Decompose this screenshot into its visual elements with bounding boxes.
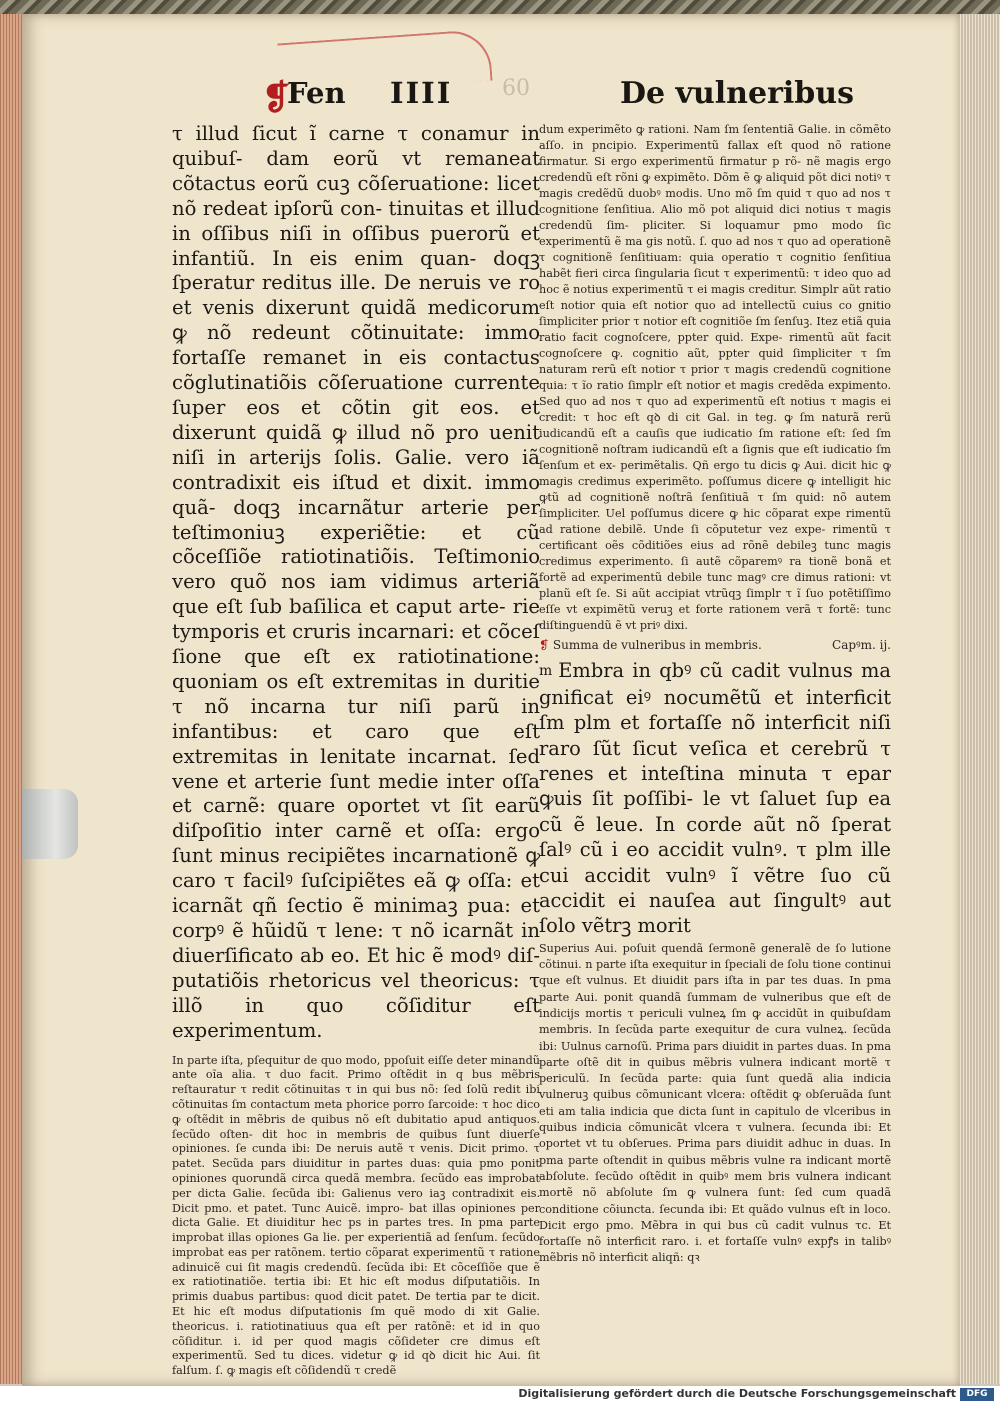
- book-page: [22, 14, 960, 1386]
- pilcrow-icon: ❡: [539, 638, 550, 652]
- paragraph-mark-icon: ❡: [262, 78, 291, 118]
- footer-bar: [0, 1386, 1000, 1403]
- left-main-text: τ illud ſicut ĩ carne τ conamur in quibuſ- dam eorũ vt remaneat cõtactus eorũ cuꝫ cõſeruatione: licet nõ redeat ipſorũ con- tinuitas et illud in oſſibus niſi in oſſibus puerorũ et infantiũ. In eis enim quan- doqꝫ ſperatur reditus ille. De neruis ve ro et venis dixerunt quidã medicorum ꝙ nõ redeunt cõtinuitate: immo fortaſſe remanet in eis contactus cõglutinatiõis cõſeruatione currente ſuper eos et cõtin git eos. et dixerunt quidã ꝙ illud nõ pro uenit niſi in arterijs ſolis. Galie. vero iã contradixit eis iſtud et dixit. immo quã- doqꝫ incarnãtur arterie per teſtimoniuꝫ experiẽtie: et cũ cõceſſiõe ratiotinatiõis. Teſtimonio vero quõ nos iam vidimus arteriã que eſt ſub baſilica et caput arte- rie tymporis et cruris incarnari: et cõceſ ſione que eſt ex ratiotinatione: quoniam os eſt extremitas in duritie τ nõ incarna tur niſi parũ in infantibus: et caro que eſt extremitas in lenitate incarnat. ſed vene et arterie ſunt medie inter oſſa et carnẽ: quare oportet vt ſit earũ diſpoſitio inter carnẽ et oſſa: ergo ſunt minus recipiẽtes incarnationẽ ꝙ caro τ facilꝰ ſuſcipiẽtes eã ꝙ oſſa: et icarnãt qñ ſectio ẽ minimaꝫ pua: et corpꝰ ẽ hũidũ τ lene: τ nõ icarnãt in diuerſificato ab eo. Et hic ẽ modꝰ diſ- putatiõis rhetoricus vel theoricus: τ illõ in quo cõſiditur eſt experimentum.: [172, 122, 540, 1042]
- right-main-body: Embra in qbꝰ cũ cadit vulnus ma gnificat eiꝰ nocumẽtũ et interficit ſm plm et fortaſſe nõ interficit niſi raro ſũt ſicut veſica et cerebrũ τ renes et inteſtina minuta τ epar ꝙuis ſit poſſibi- le vt ſaluet ſup ea cũ ẽ leue. In corde aũt nõ ſperat ſalꝰ cũ i eo accidit vulnꝰ. τ plm ille cui accidit vulnꝰ ĩ vẽtre ſuo cũ accidit ei nauſea aut ſingultꝰ aut ſolo vẽtrꝫ morit: [539, 659, 891, 938]
- section-heading: Summa de vulneribus in membris.: [552, 638, 762, 652]
- folio-number: 60: [502, 76, 530, 101]
- right-column: [539, 122, 891, 1267]
- page-header: [22, 76, 960, 116]
- right-commentary-top: dum experimẽto ꝙ rationi. Nam ſm ſententiã Galie. in cõmẽto aſſo. in pncipio. Experimentũ fallax eſt quod nõ ratione firmatur. Si ergo experimentũ firmatur p rõ- nẽ magis ergo credendũ eſt rõni ꝙ expimẽto. Dõm ẽ ꝙ aliquid põt dici notiꝰ τ magis credẽdũ duobꝰ modis. Uno mõ ſm quid τ quo ad nos τ cognitione ſenſitiua. Alio mõ pot aliquid dici notius τ magis credendũ ſim- pliciter. Si loquamur pmo modo ſic experimentũ ẽ ma gis notũ. ſ. quo ad nos τ quo ad operationẽ τ cognitionẽ ſenſitiuam: quia operatio τ cognitio ſenſitiua habẽt fieri circa ſingularia ſicut τ experimentũ: τ ideo quo ad hoc ẽ notius experimentũ τ ei magis creditur. Simplr aũt ratio eſt notior quia eſt notior quo ad intellectũ cuius co gnitio ſimpliciter prior τ notior eſt cognitiõe ſm ſenſuꝫ. Itez etiã quia ratio facit cognoſcere, ppter quid. Expe- rimentũ aũt facit cognoſcere ꝙ. cognitio aũt, ppter quid ſimpliciter τ ſm naturam rerũ eſt notior τ prior τ magis credendũ cognitione quia: τ ĩo ratio ſimplr eſt notior et magis credẽda expimento. Sed quo ad nos τ quo ad experimentũ eſt notius τ magis ei credit: τ hoc eſt qꝺ di cit Gal. in teg. ꝙ ſm naturã rerũ iudicandũ eſt a cauſis que iudicatio ſm ratione eſt: ſed ſm cognitionẽ noſtram iudicandũ eſt a ſignis que eſt iudicatio ſm ſenſum et ex- perimẽtalis. Qñ ergo tu dicis ꝙ Aui. dicit hic ꝙ magis credimus experimẽto. poſſumus dicere ꝙ intelligit hic ꝙtũ ad cognitionẽ noſtrã ſenſitiuã τ ſm quid: nõ autem ſimpliciter. Uel poſſumus dicere ꝙ hic cõparat expe rimentũ ad ratione debilẽ. Unde ſi cõputetur vez expe- rimentũ τ certificant oẽs cõditiões eius ad rõnẽ debileꝫ tunc magis credimus experimento. ſi autẽ cõparemꝰ ra tionẽ bonã et fortẽ ad experimentũ debile tunc magꝰ cre dimus rationi: vt planũ eſt ſe. Si aũt accipiat vtrũqꝫ ſimplr τ ĩ ſuo potẽtiſſimo eſſe vt expimẽtũ veruꝫ et forte rationem verã τ fortẽ: tunc diſtinguendũ ẽ vt priꝰ dixi.: [539, 123, 891, 632]
- page-clip: [22, 789, 78, 859]
- header-title: De vulneribus: [620, 76, 854, 111]
- chapter-label: Capꝰm. ij.: [832, 638, 891, 652]
- dfg-logo: DFG: [960, 1388, 994, 1401]
- left-column: [172, 122, 540, 1379]
- header-fen: Fen: [287, 76, 346, 110]
- initial-guide-letter: m: [539, 663, 553, 680]
- page-stack-left: [0, 14, 22, 1384]
- right-commentary-bottom: Superius Aui. poſuit quendã ſermonẽ generalẽ de ſo lutione cõtinui. n parte iſta exequitur in ſpeciali de ſolu tione continui que eſt vulnus. Et diuidit pars iſta in par tes duas. In pma parte Aui. ponit quandã ſummam de vulneribus que eſt de indicijs mortis τ periculi vulneꝝ ſm ꝙ accidũt in quibuſdam membris. In ſecũda parte exequitur de cura vulneꝝ. ſecũda ibi: Uulnus carnoſũ. Prima pars diuidit in partes duas. In pma parte oſtẽ dit in quibus mẽbris vulnera indicant mortẽ τ periculũ. In ſecũda parte: quia ſunt quedã alia indicia vulneruꝫ quibus cõmunicant vlcera: oſtẽdit ꝙ obſeruãda ſunt eti am talia indicia que dicta ſunt in capitulo de vlceribus in quibus indicia cõmunicãt vlcera τ vulnera. ſecunda ibi: Et oportet vt tu obſerues. Prima pars diuidit adhuc in duas. In pma parte oſtendit in quibus mẽbris vulne ra indicant mortẽ abſolute. ſecũdo oſtẽdit in quibꝰ mem bris vulnera indicant mortẽ nõ abſolute ſm ꝙ vulnera ſunt: ſed cum quadã conditione cõiuncta. ſecunda ibi: Et quãdo vulnus eſt in loco. Dicit ergo pmo. Mẽbra in qui bus cũ cadit vulnus τc. Et fortaſſe nõ interficit raro. i. et fortaſſe vulnꝰ expꝭs in talibꝰ mẽbris nõ interficit aliqñ: qꝛ: [539, 941, 891, 1265]
- footer-credit: Digitalisierung gefördert durch die Deutsche Forschungsgemeinschaft: [518, 1387, 956, 1400]
- page-stack-right: [960, 14, 1000, 1384]
- header-fen-number: IIII: [390, 76, 453, 110]
- section-heading-row: [539, 636, 891, 654]
- left-commentary: In parte iſta, pſequitur de quo modo, ppoſuit eiſſe deter minandũ ante oĩa alia. τ duo facit. Primo oſtẽdit in q bus mẽbris reſtauratur τ redit cõtinuitas τ in qui bus nõ: ſed ſolũ redit ibi cõtinuitas ſm contactum meta phorice porro ſarcoide: τ hoc dico ꝙ oſtẽdit in mẽbris de quibus nõ eſt dubitatio apud antiquos. ſecũdo oſten- dit hoc in membris de quibus ſunt diuerſe opiniones. ſe cunda ibi: De neruis autẽ τ venis. Dicit primo. τ patet. Secũda pars diuiditur in partes duas: quia pmo ponit opiniones quorundã circa quedã membra. ſecũdo eas improbat per dicta Galie. ſecũda ibi: Galienus vero iaꝫ contradixit eis. Dicit pmo. et patet. Tunc Auicẽ. impro- bat illas opiniones per dicta Galie. Et diuiditur hec ps in partes tres. In pma parte improbat illas opiones Ga lie. per experientiã ad ſenſum. ſecũdo improbat eas per ratõnem. tertio cõparat experimentũ τ ratione adinuicẽ cui ſit magis credendũ. ſecũda ibi: Et cõceſſiõe que ẽ ex ratiotinatiõe. tertia ibi: Et hic eſt modus diſputatiõis. In primis duabus partibus: quod dicit patet. De tertia par te dicit. Et hic eſt modus diſputationis ſm quẽ modo di xit Galie. theoricus. i. ratiotinatiuus qua eſt per ratõnẽ: et id in quo cõſiditur. i. id per quod magis cõſideter cre dimus eſt experimentũ. Sed tu dices. videtur ꝙ id qꝺ dicit hic Aui. ſit falſum. ſ. ꝙ magis eſt cõſidendũ τ credẽ: [172, 1053, 540, 1378]
- right-main-text: [539, 658, 891, 939]
